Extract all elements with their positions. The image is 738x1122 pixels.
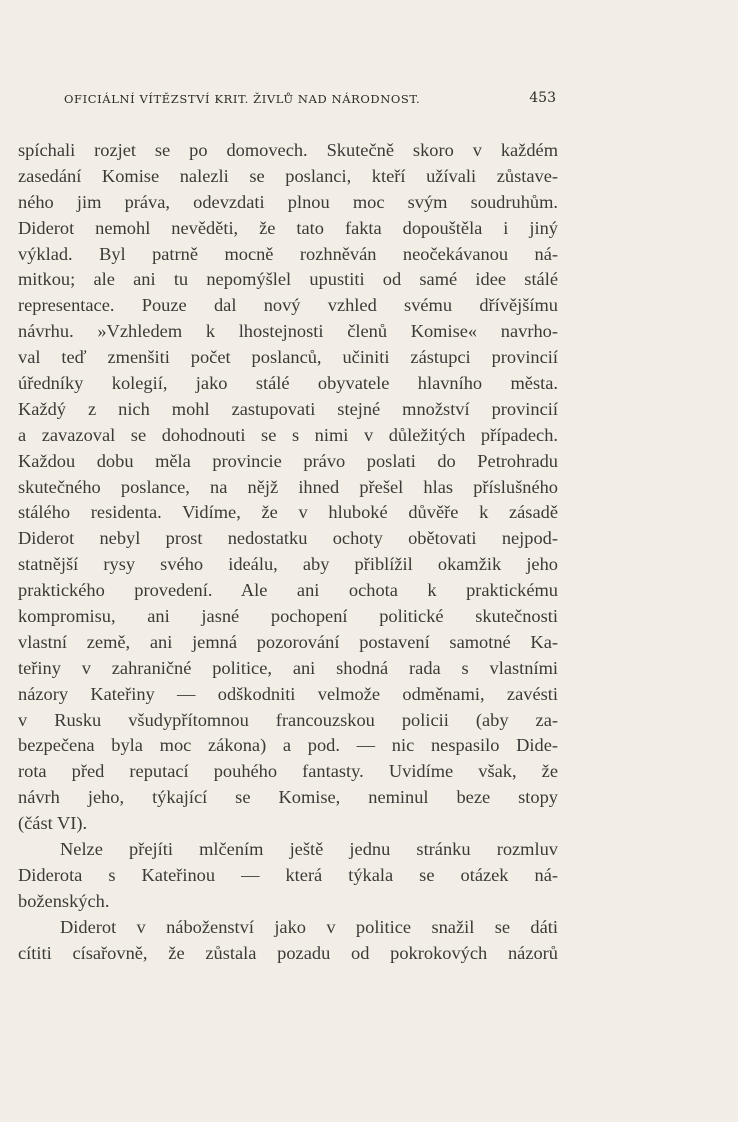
text-line: bezpečena byla moc zákona) a pod. — nic nespasilo Dide- bbox=[18, 735, 558, 756]
text-line: skutečného poslance, na nějž ihned přešel hlas příslušného bbox=[18, 476, 558, 497]
text-line: Každou dobu měla provincie právo poslati do Petrohradu bbox=[18, 450, 558, 471]
text-line: praktického provedení. Ale ani ochota k praktickému bbox=[18, 580, 558, 601]
text-line: ného jim práva, odevzdati plnou moc svým soudruhům. bbox=[18, 191, 558, 212]
text-line: Nelze přejíti mlčením ještě jednu stránku rozmluv bbox=[60, 839, 558, 860]
text-line: Diderota s Kateřinou — která týkala se otázek ná- bbox=[18, 864, 558, 885]
running-head: OFICIÁLNÍ VÍTĚZSTVÍ KRIT. ŽIVLŮ NAD NÁRODNOST. bbox=[64, 92, 421, 106]
text-line: zasedání Komise nalezli se poslanci, kteří užívali zůstave- bbox=[18, 165, 558, 186]
text-line: vlastní země, ani jemná pozorování postavení samotné Ka- bbox=[18, 631, 558, 652]
text-line: Diderot nebyl prost nedostatku ochoty obětovati nejpod- bbox=[18, 528, 558, 549]
text-line: teřiny v zahraničné politice, ani shodná rada s vlastními bbox=[18, 657, 558, 678]
text-line: Každý z nich mohl zastupovati stejné množství provincií bbox=[18, 398, 558, 419]
body-text bbox=[18, 138, 558, 967]
text-line: (část VI). bbox=[18, 813, 88, 834]
text-line: boženských. bbox=[18, 890, 110, 911]
text-line: rota před reputací pouhého fantasty. Uvidíme však, že bbox=[18, 761, 558, 782]
text-line: v Rusku všudypřítomnou francouzskou policii (aby za- bbox=[18, 709, 558, 730]
text-line: kompromisu, ani jasné pochopení politické skutečnosti bbox=[18, 606, 558, 627]
text-line: cítiti císařovně, že zůstala pozadu od pokrokových názorů bbox=[18, 942, 558, 963]
text-line: spíchali rozjet se po domovech. Skutečně skoro v každém bbox=[18, 140, 558, 160]
page-header bbox=[64, 90, 556, 110]
text-line: a zavazoval se dohodnouti se s nimi v důležitých případech. bbox=[18, 424, 558, 445]
text-line: Diderot v náboženství jako v politice snažil se dáti bbox=[60, 916, 558, 937]
page-number: 453 bbox=[529, 90, 556, 106]
text-line: statnější rysy svého ideálu, aby přiblížil okamžik jeho bbox=[18, 554, 558, 575]
text-line: návrhu. »Vzhledem k lhostejnosti členů Komise« navrho- bbox=[18, 321, 558, 342]
text-line: stálého residenta. Vidíme, že v hluboké důvěře k zásadě bbox=[18, 502, 558, 523]
text-line: názory Kateřiny — odškodniti velmože odměnami, zavésti bbox=[18, 683, 558, 704]
text-line: úředníky kolegií, jako stálé obyvatele hlavního města. bbox=[18, 373, 558, 394]
text-line: val teď zmenšiti počet poslanců, učiniti zástupci provincií bbox=[18, 347, 558, 368]
text-line: návrh jeho, týkající se Komise, neminul beze stopy bbox=[18, 787, 558, 808]
text-line: výklad. Byl patrně mocně rozhněván neočekávanou ná- bbox=[18, 243, 558, 264]
text-line: mitkou; ale ani tu nepomýšlel upustiti od samé idee stálé bbox=[18, 269, 558, 290]
text-line: representace. Pouze dal nový vzhled svému dřívějšímu bbox=[18, 295, 558, 316]
text-line: Diderot nemohl nevěděti, že tato fakta dopouštěla i jiný bbox=[18, 217, 558, 238]
